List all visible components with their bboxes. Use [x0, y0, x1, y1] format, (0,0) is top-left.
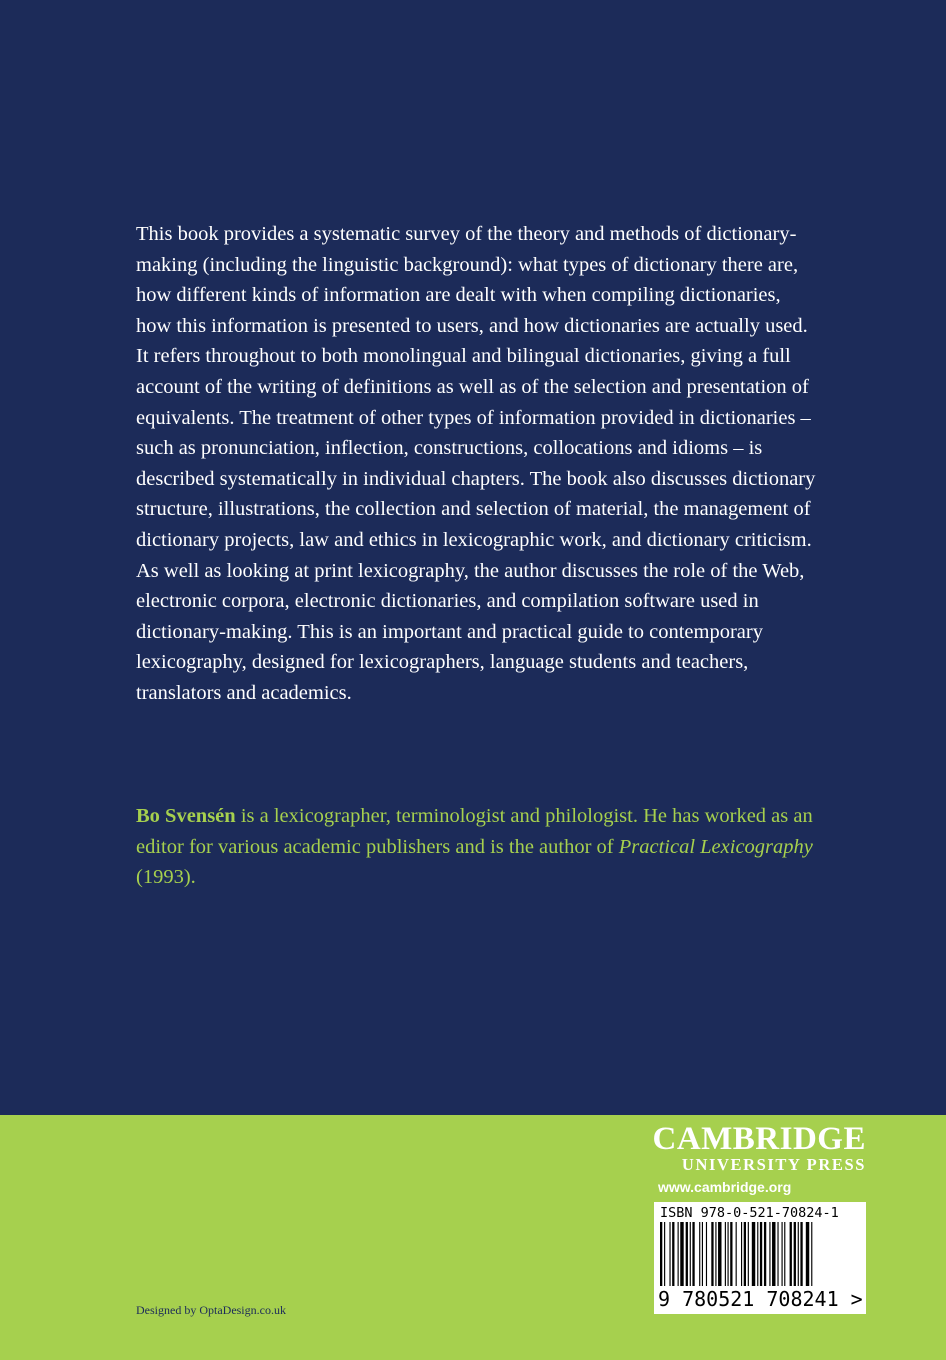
publisher-url: www.cambridge.org — [658, 1179, 792, 1195]
author-previous-book: Practical Lexicography — [618, 835, 813, 858]
barcode-bar — [692, 1222, 694, 1286]
barcode-bar — [782, 1222, 783, 1286]
barcode-digits: 9 780521 708241 > — [658, 1287, 863, 1311]
barcode-bar — [664, 1222, 665, 1286]
barcode-bar — [760, 1222, 762, 1286]
barcode-bar — [744, 1222, 746, 1286]
barcode-bar — [764, 1222, 766, 1286]
barcode-bar — [790, 1222, 792, 1286]
barcode-bar — [690, 1222, 691, 1286]
barcode-bar — [672, 1222, 674, 1286]
barcode-bar — [702, 1222, 703, 1286]
barcode-bar — [811, 1222, 812, 1286]
barcode-bar — [711, 1222, 713, 1286]
book-description: This book provides a systematic survey of the theory and methods of dictionary-making (including the linguistic background): what types of dictionary there are, how different kinds of information are dealt with when compiling dictionaries, how this information is presented to users, and how dictionaries are actually used. It refers throughout to both monolingual and bilingual dictionaries, giving a full account of the writing of definitions as well as of the selection and presentation of equivalents. The treatment of other types of information provided in dictionaries – such as pronunciation, inflection, constructions, collocations and idioms – is described systematically in individual chapters. The book also discusses dictionary structure, illustrations, the collection and selection of material, the management of dictionary projects, law and ethics in lexicographic work, and dictionary criticism. As well as looking at print lexicography, the author discusses the role of the Web, electronic corpora, electronic dictionaries, and compilation software used in dictionary-making. This is an important and practical guide to contemporary lexicography, designed for lexicographers, language students and teachers, translators and academics. — [136, 223, 816, 704]
barcode-bar — [741, 1222, 742, 1286]
designer-credit: Designed by OptaDesign.co.uk — [136, 1303, 286, 1317]
barcode-bar — [794, 1222, 796, 1286]
barcode-bar — [669, 1222, 670, 1286]
barcode-bar — [800, 1222, 802, 1286]
barcode-bar — [752, 1222, 755, 1286]
barcode-bar — [757, 1222, 758, 1286]
barcode-bar — [686, 1222, 688, 1286]
barcode-bar — [730, 1222, 732, 1286]
barcode-bar — [706, 1222, 707, 1286]
barcode-bar — [678, 1222, 679, 1286]
barcode-bar — [806, 1222, 809, 1286]
author-name: Bo Svensén — [136, 805, 236, 827]
barcode-bar — [725, 1222, 726, 1286]
barcode-box — [654, 1202, 866, 1314]
barcode-bar — [728, 1222, 729, 1286]
publisher-subname: UNIVERSITY PRESS — [681, 1155, 866, 1174]
publisher-name: CAMBRIDGE — [652, 1121, 866, 1157]
author-bio — [136, 801, 816, 893]
barcode-bar — [769, 1222, 770, 1286]
isbn-label: ISBN 978-0-521-70824-1 — [660, 1205, 839, 1221]
barcode-bar — [680, 1222, 683, 1286]
barcode-bar — [736, 1222, 737, 1286]
author-bio-year: (1993). — [136, 866, 196, 889]
barcode-bar — [718, 1222, 721, 1286]
barcode-bar — [748, 1222, 749, 1286]
barcode-bar — [784, 1222, 785, 1286]
barcode-bar — [777, 1222, 778, 1286]
barcode-bars — [658, 1222, 862, 1286]
barcode-bar — [699, 1222, 700, 1286]
barcode-bar — [772, 1222, 775, 1286]
barcode-bar — [660, 1222, 662, 1286]
barcode-bar — [715, 1222, 716, 1286]
author-bio-text: is a lexicographer, terminologist and philologist. He has worked as an editor for various academic publishers and is the author of — [136, 805, 813, 858]
barcode-bar — [798, 1222, 799, 1286]
